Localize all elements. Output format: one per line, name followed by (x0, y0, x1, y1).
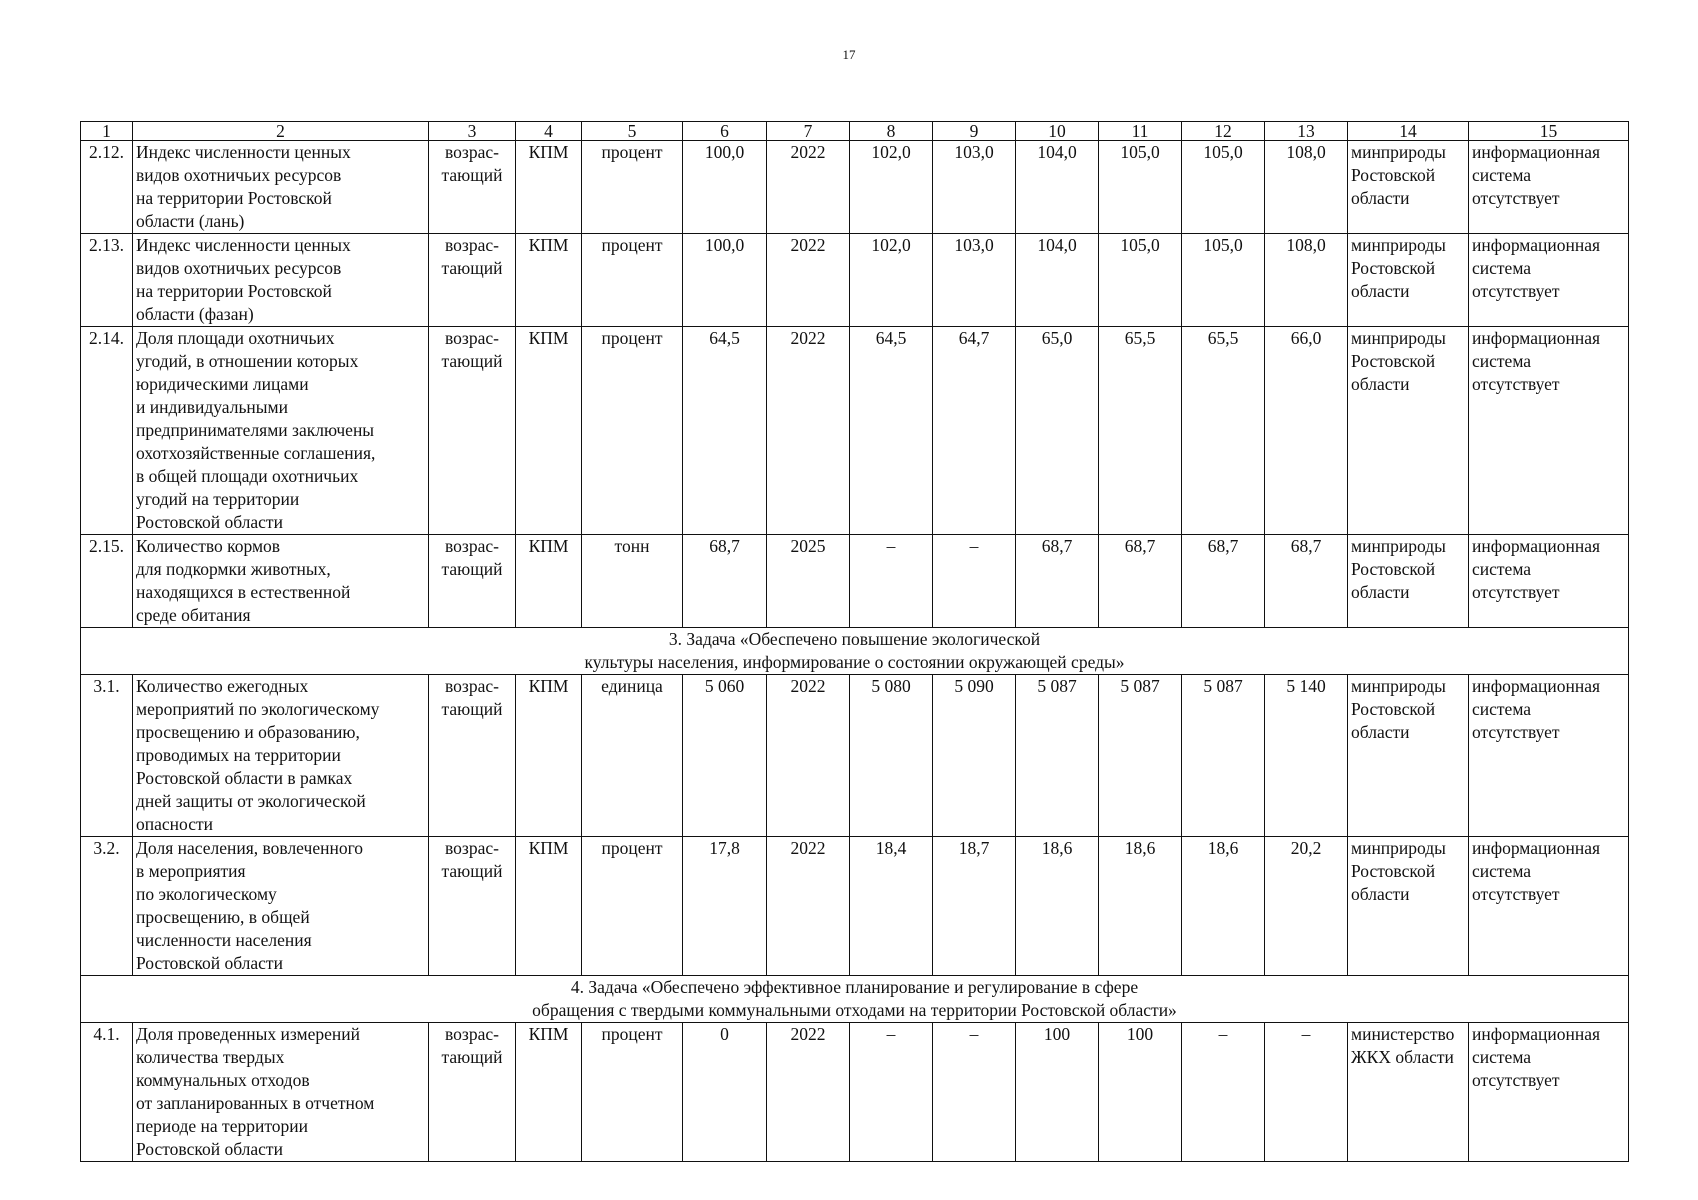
text-line: Ростовской области в рамках (136, 768, 353, 788)
text-line: Доля проведенных измерений (136, 1024, 360, 1044)
value-cell: 5 090 (933, 675, 1016, 837)
page-number: 17 (842, 47, 856, 62)
value-cell: 5 087 (1016, 675, 1099, 837)
value-cell: 105,0 (1182, 234, 1265, 327)
indicator-name (133, 535, 429, 628)
value-cell: 102,0 (850, 141, 933, 234)
value-cell: 68,7 (1182, 535, 1265, 628)
text-line: минприроды (1351, 838, 1446, 858)
text-line: минприроды (1351, 328, 1446, 348)
value-cell: 5 140 (1265, 675, 1348, 837)
value-cell: 18,6 (1016, 837, 1099, 976)
text-line: информационная (1472, 142, 1601, 162)
text-line: информационная (1472, 235, 1601, 255)
value-cell: 105,0 (1099, 141, 1182, 234)
text-line: области (1351, 374, 1410, 394)
row-number: 4.1. (81, 1023, 133, 1162)
value-cell: 103,0 (933, 141, 1016, 234)
text-line: области (фазан) (136, 304, 254, 324)
text-line: система (1472, 258, 1532, 278)
trend-cell (429, 675, 516, 837)
responsible-cell (1348, 141, 1469, 234)
info-system-cell (1469, 837, 1629, 976)
text-line: количества твердых (136, 1047, 285, 1067)
level-cell: КПМ (516, 675, 582, 837)
text-line: минприроды (1351, 142, 1446, 162)
value-cell: 18,6 (1182, 837, 1265, 976)
value-cell: 104,0 (1016, 141, 1099, 234)
info-system-cell (1469, 141, 1629, 234)
text-line: Ростовской (1351, 165, 1436, 185)
value-cell: 68,7 (1016, 535, 1099, 628)
base-value-cell: 100,0 (683, 234, 767, 327)
text-line: возрас- (445, 838, 499, 858)
row-number: 2.14. (81, 327, 133, 535)
text-line: 4. Задача «Обеспечено эффективное планирование и регулирование в сфере (570, 977, 1139, 997)
text-line: система (1472, 699, 1532, 719)
text-line: возрас- (445, 536, 499, 556)
text-line: области (1351, 281, 1410, 301)
indicator-name (133, 837, 429, 976)
value-cell: 105,0 (1099, 234, 1182, 327)
text-line: возрас- (445, 142, 499, 162)
value-cell: 20,2 (1265, 837, 1348, 976)
indicator-row (81, 327, 1629, 535)
indicator-row (81, 141, 1629, 234)
value-cell: 68,7 (1265, 535, 1348, 628)
indicator-name (133, 1023, 429, 1162)
text-line: находящихся в естественной (136, 582, 351, 602)
value-cell: 104,0 (1016, 234, 1099, 327)
text-line: на территории Ростовской (136, 281, 332, 301)
value-cell: 5 080 (850, 675, 933, 837)
column-number: 3 (429, 122, 516, 141)
row-number: 3.1. (81, 675, 133, 837)
info-system-cell (1469, 675, 1629, 837)
value-cell: 18,4 (850, 837, 933, 976)
value-cell: 102,0 (850, 234, 933, 327)
info-system-cell (1469, 327, 1629, 535)
text-line: возрас- (445, 328, 499, 348)
text-line: охотхозяйственные соглашения, (136, 443, 376, 463)
value-cell: 64,5 (850, 327, 933, 535)
base-year-cell: 2022 (767, 141, 850, 234)
text-line: Доля населения, вовлеченного (136, 838, 364, 858)
column-number: 15 (1469, 122, 1629, 141)
value-cell: 65,0 (1016, 327, 1099, 535)
row-number: 2.15. (81, 535, 133, 628)
text-line: Ростовской (1351, 861, 1436, 881)
text-line: Ростовской (1351, 351, 1436, 371)
indicator-row (81, 1023, 1629, 1162)
level-cell: КПМ (516, 327, 582, 535)
text-line: система (1472, 165, 1532, 185)
trend-cell (429, 327, 516, 535)
text-line: тающий (441, 258, 503, 278)
text-line: Ростовской области (136, 1139, 283, 1159)
indicator-row (81, 234, 1629, 327)
text-line: для подкормки животных, (136, 559, 331, 579)
text-line: тающий (441, 351, 503, 371)
text-line: Ростовской (1351, 559, 1436, 579)
text-line: возрас- (445, 676, 499, 696)
column-number: 7 (767, 122, 850, 141)
value-cell: – (933, 535, 1016, 628)
text-line: в мероприятия (136, 861, 246, 881)
text-line: Ростовской (1351, 258, 1436, 278)
text-line: области (лань) (136, 211, 245, 231)
text-line: просвещению и образованию, (136, 722, 360, 742)
text-line: области (1351, 188, 1410, 208)
text-line: отсутствует (1472, 722, 1560, 742)
value-cell: – (933, 1023, 1016, 1162)
text-line: система (1472, 1047, 1532, 1067)
text-line: периоде на территории (136, 1116, 308, 1136)
column-number: 6 (683, 122, 767, 141)
column-number: 4 (516, 122, 582, 141)
text-line: среде обитания (136, 605, 251, 625)
base-year-cell: 2022 (767, 327, 850, 535)
text-line: тающий (441, 1047, 503, 1067)
text-line: тающий (441, 559, 503, 579)
column-number: 8 (850, 122, 933, 141)
base-value-cell: 0 (683, 1023, 767, 1162)
text-line: отсутствует (1472, 884, 1560, 904)
indicator-row (81, 535, 1629, 628)
indicator-row (81, 675, 1629, 837)
text-line: на территории Ростовской (136, 188, 332, 208)
text-line: обращения с твердыми коммунальными отходами на территории Ростовской области» (532, 1000, 1177, 1020)
responsible-cell (1348, 675, 1469, 837)
text-line: мероприятий по экологическому (136, 699, 380, 719)
column-number-row (81, 122, 1629, 141)
column-number: 13 (1265, 122, 1348, 141)
base-year-cell: 2022 (767, 837, 850, 976)
unit-cell: единица (582, 675, 683, 837)
text-line: видов охотничьих ресурсов (136, 165, 342, 185)
text-line: численности населения (136, 930, 312, 950)
value-cell: 18,6 (1099, 837, 1182, 976)
text-line: Ростовской области (136, 512, 283, 532)
column-number: 5 (582, 122, 683, 141)
text-line: Индекс численности ценных (136, 142, 351, 162)
info-system-cell (1469, 234, 1629, 327)
row-number: 2.12. (81, 141, 133, 234)
value-cell: 5 087 (1099, 675, 1182, 837)
text-line: просвещению, в общей (136, 907, 310, 927)
text-line: информационная (1472, 1024, 1601, 1044)
text-line: отсутствует (1472, 582, 1560, 602)
text-line: возрас- (445, 235, 499, 255)
text-line: минприроды (1351, 235, 1446, 255)
value-cell: 5 087 (1182, 675, 1265, 837)
text-line: и индивидуальными (136, 397, 288, 417)
trend-cell (429, 1023, 516, 1162)
row-number: 3.2. (81, 837, 133, 976)
trend-cell (429, 535, 516, 628)
column-number: 11 (1099, 122, 1182, 141)
text-line: дней защиты от экологической (136, 791, 366, 811)
responsible-cell (1348, 1023, 1469, 1162)
base-year-cell: 2022 (767, 1023, 850, 1162)
level-cell: КПМ (516, 837, 582, 976)
trend-cell (429, 141, 516, 234)
row-number: 2.13. (81, 234, 133, 327)
value-cell: 108,0 (1265, 141, 1348, 234)
base-value-cell: 5 060 (683, 675, 767, 837)
text-line: возрас- (445, 1024, 499, 1044)
text-line: Количество кормов (136, 536, 281, 556)
text-line: минприроды (1351, 676, 1446, 696)
indicators-table (80, 121, 1629, 1162)
text-line: тающий (441, 165, 503, 185)
text-line: 3. Задача «Обеспечено повышение экологической (668, 629, 1041, 649)
base-year-cell: 2025 (767, 535, 850, 628)
text-line: Доля площади охотничьих (136, 328, 335, 348)
value-cell: 103,0 (933, 234, 1016, 327)
base-year-cell: 2022 (767, 675, 850, 837)
text-line: по экологическому (136, 884, 277, 904)
text-line: тающий (441, 699, 503, 719)
responsible-cell (1348, 327, 1469, 535)
column-number: 12 (1182, 122, 1265, 141)
indicator-name (133, 141, 429, 234)
base-value-cell: 17,8 (683, 837, 767, 976)
value-cell: 65,5 (1182, 327, 1265, 535)
info-system-cell (1469, 535, 1629, 628)
text-line: в общей площади охотничьих (136, 466, 359, 486)
base-value-cell: 68,7 (683, 535, 767, 628)
text-line: предпринимателями заключены (136, 420, 375, 440)
text-line: Ростовской (1351, 699, 1436, 719)
text-line: информационная (1472, 536, 1601, 556)
value-cell: – (1182, 1023, 1265, 1162)
responsible-cell (1348, 535, 1469, 628)
text-line: коммунальных отходов (136, 1070, 310, 1090)
responsible-cell (1348, 234, 1469, 327)
level-cell: КПМ (516, 1023, 582, 1162)
text-line: отсутствует (1472, 1070, 1560, 1090)
value-cell: 68,7 (1099, 535, 1182, 628)
indicator-name (133, 327, 429, 535)
column-number: 1 (81, 122, 133, 141)
value-cell: – (850, 1023, 933, 1162)
text-line: система (1472, 861, 1532, 881)
text-line: видов охотничьих ресурсов (136, 258, 342, 278)
indicator-row (81, 837, 1629, 976)
text-line: угодий, в отношении которых (136, 351, 359, 371)
unit-cell: процент (582, 837, 683, 976)
responsible-cell (1348, 837, 1469, 976)
level-cell: КПМ (516, 535, 582, 628)
level-cell: КПМ (516, 234, 582, 327)
text-line: информационная (1472, 676, 1601, 696)
base-year-cell: 2022 (767, 234, 850, 327)
base-value-cell: 64,5 (683, 327, 767, 535)
base-value-cell: 100,0 (683, 141, 767, 234)
task-heading-row (81, 976, 1629, 1023)
value-cell: 108,0 (1265, 234, 1348, 327)
text-line: тающий (441, 861, 503, 881)
info-system-cell (1469, 1023, 1629, 1162)
text-line: Индекс численности ценных (136, 235, 351, 255)
trend-cell (429, 837, 516, 976)
text-line: минприроды (1351, 536, 1446, 556)
text-line: отсутствует (1472, 374, 1560, 394)
indicator-name (133, 675, 429, 837)
value-cell: 64,7 (933, 327, 1016, 535)
unit-cell: процент (582, 234, 683, 327)
text-line: области (1351, 582, 1410, 602)
unit-cell: процент (582, 327, 683, 535)
text-line: опасности (136, 814, 213, 834)
text-line: министерство (1351, 1024, 1455, 1044)
text-line: система (1472, 351, 1532, 371)
text-line: система (1472, 559, 1532, 579)
task-heading (81, 628, 1629, 675)
text-line: культуры населения, информирование о состоянии окружающей среды» (584, 652, 1125, 672)
text-line: юридическими лицами (136, 374, 309, 394)
column-number: 10 (1016, 122, 1099, 141)
text-line: Количество ежегодных (136, 676, 309, 696)
text-line: области (1351, 722, 1410, 742)
text-line: информационная (1472, 838, 1601, 858)
value-cell: 66,0 (1265, 327, 1348, 535)
text-line: ЖКХ области (1351, 1047, 1454, 1067)
indicator-name (133, 234, 429, 327)
text-line: отсутствует (1472, 281, 1560, 301)
trend-cell (429, 234, 516, 327)
task-heading (81, 976, 1629, 1023)
unit-cell: тонн (582, 535, 683, 628)
text-line: информационная (1472, 328, 1601, 348)
value-cell: 105,0 (1182, 141, 1265, 234)
column-number: 2 (133, 122, 429, 141)
value-cell: 100 (1099, 1023, 1182, 1162)
level-cell: КПМ (516, 141, 582, 234)
text-line: угодий на территории (136, 489, 300, 509)
text-line: от запланированных в отчетном (136, 1093, 375, 1113)
unit-cell: процент (582, 141, 683, 234)
value-cell: – (1265, 1023, 1348, 1162)
value-cell: – (850, 535, 933, 628)
text-line: проводимых на территории (136, 745, 341, 765)
value-cell: 65,5 (1099, 327, 1182, 535)
value-cell: 100 (1016, 1023, 1099, 1162)
task-heading-row (81, 628, 1629, 675)
text-line: Ростовской области (136, 953, 283, 973)
unit-cell: процент (582, 1023, 683, 1162)
value-cell: 18,7 (933, 837, 1016, 976)
column-number: 9 (933, 122, 1016, 141)
text-line: области (1351, 884, 1410, 904)
text-line: отсутствует (1472, 188, 1560, 208)
column-number: 14 (1348, 122, 1469, 141)
